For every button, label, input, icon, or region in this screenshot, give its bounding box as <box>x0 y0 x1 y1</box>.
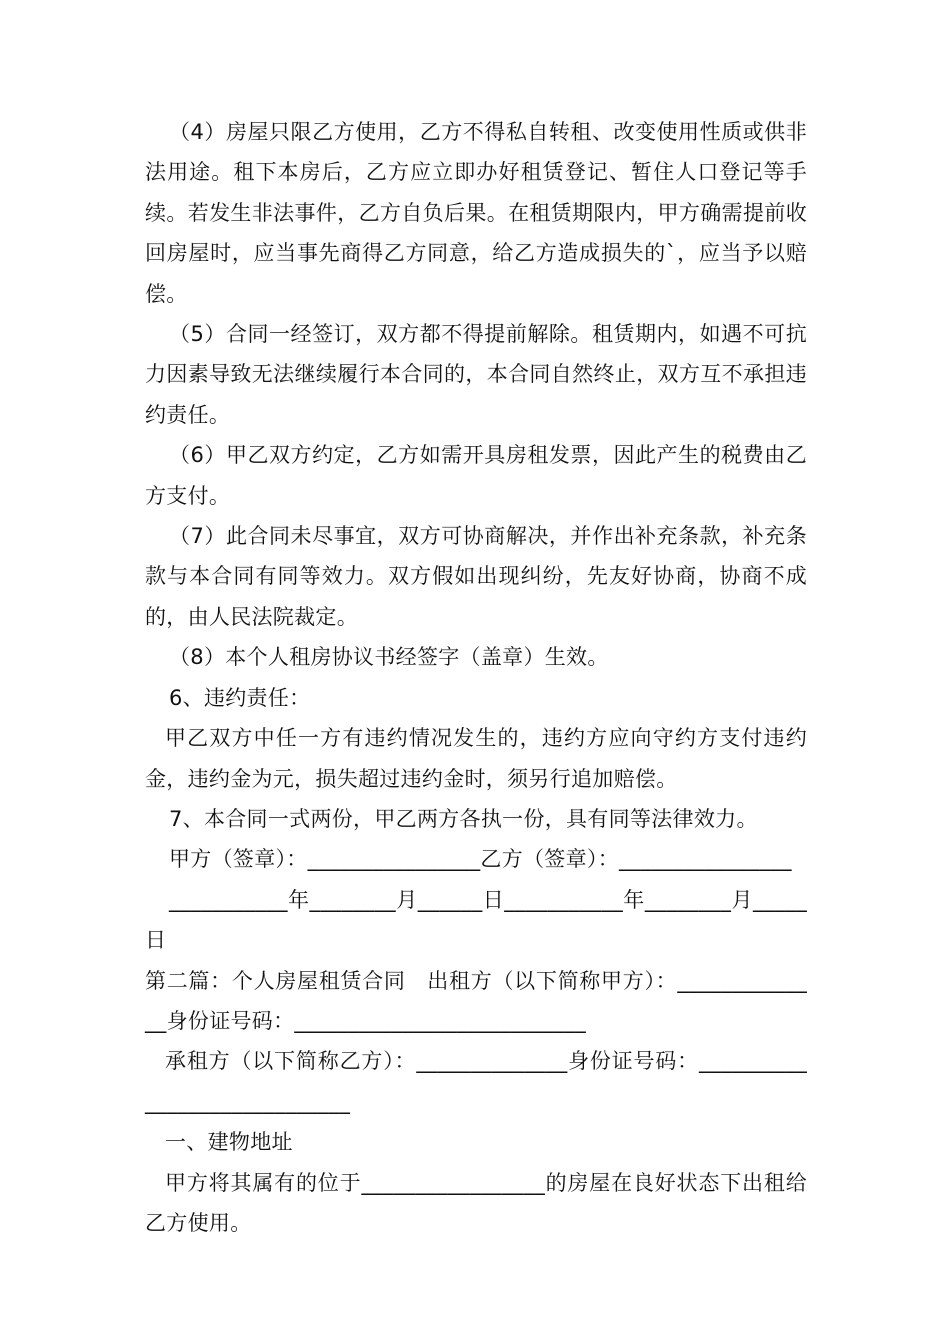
lessee-line: 承租方（以下简称乙方）：______________身份证号码：_____________________________ <box>145 1049 807 1114</box>
section-heading-address: 一、建物地址 <box>165 1130 293 1155</box>
section-heading-breach: 6、违约责任： <box>169 685 311 710</box>
document-page <box>145 112 807 1243</box>
clause-6: （6）甲乙双方约定，乙方如需开具房租发票，因此产生的税费由乙方支付。 <box>145 443 807 508</box>
breach-text: 甲乙双方中任一方有违约情况发生的，违约方应向守约方支付违约金，违约金为元，损失超过违约金时，须另行追加赔偿。 <box>145 726 807 791</box>
clause-7: （7）此合同未尽事宜，双方可协商解决，并作出补充条款，补充条款与本合同有同等效力。双方假如出现纠纷，先友好协商，协商不成的，由人民法院裁定。 <box>145 524 807 629</box>
address-text: 甲方将其属有的位于_________________的房屋在良好状态下出租给乙方使用。 <box>145 1170 807 1235</box>
clause-8: （8）本个人租房协议书经签字（盖章）生效。 <box>169 645 609 670</box>
clause-4: （4）房屋只限乙方使用，乙方不得私自转租、改变使用性质或供非法用途。租下本房后，乙方应立即办好租赁登记、暂住人口登记等手续。若发生非法事件，乙方自负后果。在租赁期限内，甲方确需提前收回房屋时，应当事先商得乙方同意，给乙方造成损失的`，应当予以赔偿。 <box>145 120 807 306</box>
second-contract-title: 第二篇：个人房屋租赁合同 出租方（以下简称甲方）：______________身份证号码：___________________________ <box>145 968 807 1033</box>
clause-5: （5）合同一经签订，双方都不得提前解除。租赁期内，如遇不可抗力因素导致无法继续履行本合同的，本合同自然终止，双方互不承担违约责任。 <box>145 322 807 427</box>
section-copies: 7、本合同一式两份，甲乙两方各执一份，具有同等法律效力。 <box>169 806 758 831</box>
signature-line: 甲方（签章）：________________乙方（签章）：________________ <box>169 847 792 872</box>
date-line: ___________年________月______日___________年________月_____日 <box>145 887 807 953</box>
